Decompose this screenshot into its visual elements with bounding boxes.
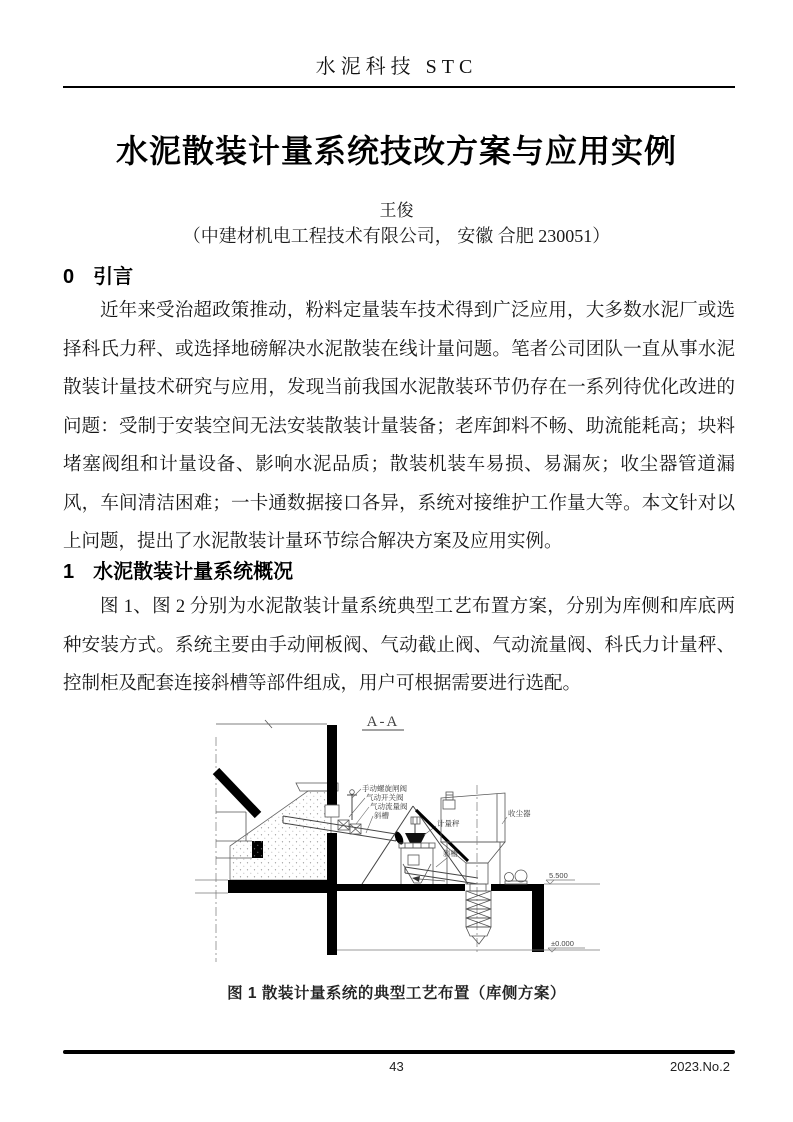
figure-1-caption: 图 1 散装计量系统的典型工艺布置（库侧方案） [227,985,566,1002]
section-number: 0 [63,266,75,288]
section-number: 1 [63,561,75,583]
foundation-slab [228,880,335,893]
dust-collector-label: 收尘器 [508,809,531,818]
author-affiliation: （中建材机电工程技术有限公司， 安徽 合肥 230051） [182,226,611,246]
section-title: 水泥散装计量系统概况 [93,561,294,583]
header-rule [63,86,735,88]
journal-header: 水泥科技 STC [315,56,478,78]
lower-chute [405,867,478,884]
silo-wall [325,725,339,955]
section-0-paragraph: 近年来受治超政策推动，粉料定量装车技术得到广泛应用，大多数水泥厂或选择科氏力秤、或选择地磅解决水泥散装在线计量问题。笔者公司团队一直从事水泥散装计量技术研究与应用，发现当前我国水泥散装环节仍存在一系列待优化改进的问题：受制于安装空间无法安装散装计量装备；老库卸料不畅、助流能耗高；块料堵塞阀组和计量设备、影响水泥品质；散装机装车易损、易漏灰；收尘器管道漏风，车间清洁困难；一卡通数据接口各异，系统对接维护工作量大等。本文针对以上问题，提出了水泥散装计量环节综合解决方案及应用实例。 [63,301,735,552]
section-cut-label: A-A [366,714,400,730]
dust-collector-label-group [502,808,531,824]
lower-chute-label: 斜槽 [443,849,458,858]
figure-1-drawing [183,700,623,970]
pneumatic-flow-valve-label: 气动流量阀 [370,802,408,811]
paper-title: 水泥散装计量系统技改方案与应用实例 [115,133,677,169]
scale-label: 计量秤 [437,819,460,828]
elevation-ground-value: ±0.000 [551,939,574,948]
section-heading-0 [63,260,735,289]
blower-unit [505,870,528,884]
scale-label-group [424,818,460,835]
issue-number: 2023.No.2 [670,1059,730,1074]
footer-rule [63,1050,735,1054]
section-title: 引言 [93,266,134,288]
dust-collector [441,785,505,955]
elevation-floor-mark [546,871,575,884]
section-1-paragraph: 图 1、图 2 分别为水泥散装计量系统典型工艺布置方案，分别为库侧和库底两种安装方式。系统主要由手动闸板阀、气动截止阀、气动流量阀、科氏力计量秤、控制柜及配套连接斜槽等部件组成，用户可根据需要进行选配。 [63,597,735,694]
author-name: 王俊 [379,201,414,220]
manual-valve-label: 手动螺旋闸阀 [362,784,407,793]
loading-spout-bellows [466,884,491,944]
section-heading-1 [63,555,735,584]
page-number: 43 [389,1059,404,1074]
elevation-floor-value: 5.500 [549,871,568,880]
valve-labels [349,783,408,833]
process-layout-diagram [183,700,623,970]
pneumatic-switch-valve-label: 气动开关阀 [366,793,404,802]
upper-chute-label: 斜槽 [374,811,389,820]
